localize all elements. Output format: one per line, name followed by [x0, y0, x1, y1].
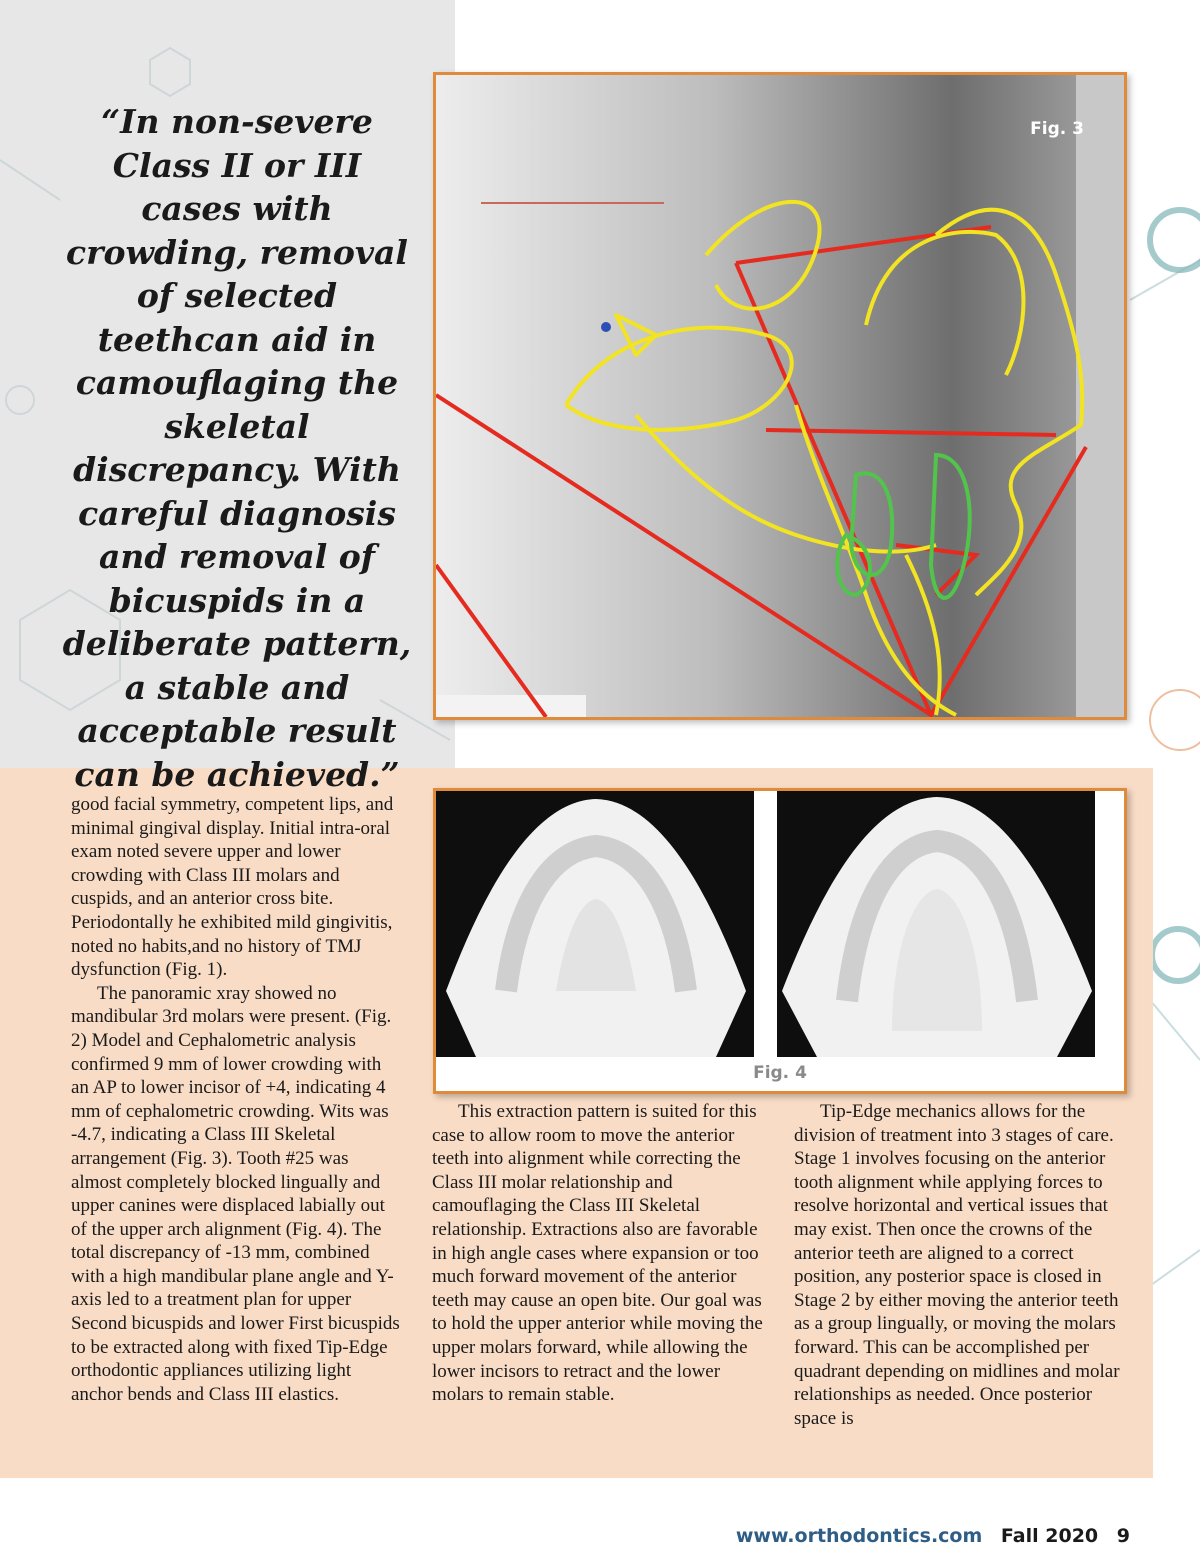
- page-number: 9: [1116, 1525, 1130, 1547]
- lower-arch-model-photo: [777, 791, 1095, 1057]
- website-link[interactable]: www.orthodontics.com: [735, 1525, 983, 1547]
- column-3-paragraph: Tip-Edge mechanics allows for the division of treatment into 3 stages of care. Stage 1 involves focusing on the anterior tooth alignment while applying forces to resolve horizontal and vertical issues that may exist. Then once the crowns of the anterior teeth are aligned to a correct position, any posterior space is closed in Stage 2 by either moving the anterior teeth as a group lingually, or moving the molars forward. This can be accomplished per quadrant depending on midlines and molar relationships as needed. Once posterior space is: [794, 1101, 1120, 1429]
- column-1-paragraph-2: The panoramic xray showed no mandibular 3rd molars were present. (Fig. 2) Model and Cephalometric analysis confirmed 9 mm of lower crowding with an AP to lower incisor of +4, indicating 4 mm of cephalometric crowding. Wits was -4.7, indicating a Class III Skeletal arrangement (Fig. 3). Tooth #25 was almost completely blocked lingually and upper canines were displaced labially out of the upper arch alignment (Fig. 4). The total discrepancy of -13 mm, combined with a high mandibular plane angle and Y-axis led to a treatment plan for upper Second bicuspids and lower First bicuspids to be extracted along with fixed Tip-Edge orthodontic appliances utilizing light anchor bends and Class III elastics.: [71, 982, 400, 1405]
- figure-4-label: Fig. 4: [753, 1063, 807, 1083]
- page-footer: [736, 1525, 1130, 1547]
- article-column-2: [432, 1100, 768, 1407]
- figure-4-dental-models: [433, 788, 1127, 1094]
- upper-arch-model-image: [436, 791, 754, 1057]
- lower-arch-model-image: [777, 791, 1095, 1057]
- issue-season: Fall 2020: [1000, 1525, 1099, 1547]
- upper-arch-model-photo: [436, 791, 754, 1057]
- article-column-1: [71, 793, 403, 1406]
- column-1-paragraph-1: good facial symmetry, competent lips, and minimal gingival display. Initial intra-oral exam noted severe upper and lower crowding with Class III molars and cuspids, and an anterior cross bite. Periodontally he exhibited mild gingivitis, noted no habits,and no history of TMJ dysfunction (Fig. 1).: [71, 794, 394, 981]
- column-2-paragraph: This extraction pattern is suited for this case to allow room to move the anterior teeth into alignment while correcting the Class III molar relationship and camouflaging the Class III Skeletal relationship. Extractions also are favorable in high angle cases where expansion or too much forward movement of the anterior teeth may cause an open bite. Our goal was to hold the upper anterior while moving the upper molars forward, while allowing the lower incisors to retract and the lower molars to remain stable.: [432, 1101, 763, 1406]
- figure-3-cephalometric-xray: [433, 72, 1127, 720]
- cephalometric-tracing-image: [436, 75, 1124, 717]
- figure-3-label: Fig. 3: [1030, 119, 1084, 139]
- article-column-3: [794, 1100, 1130, 1430]
- pull-quote: “In non-severe Class II or III cases with crowding, removal of selected teethcan aid in camouflaging the skeletal discrepancy. With careful diagnosis and removal of bicuspids in a deliberate pattern, a stable and acceptable result can be achieved.”: [62, 102, 412, 794]
